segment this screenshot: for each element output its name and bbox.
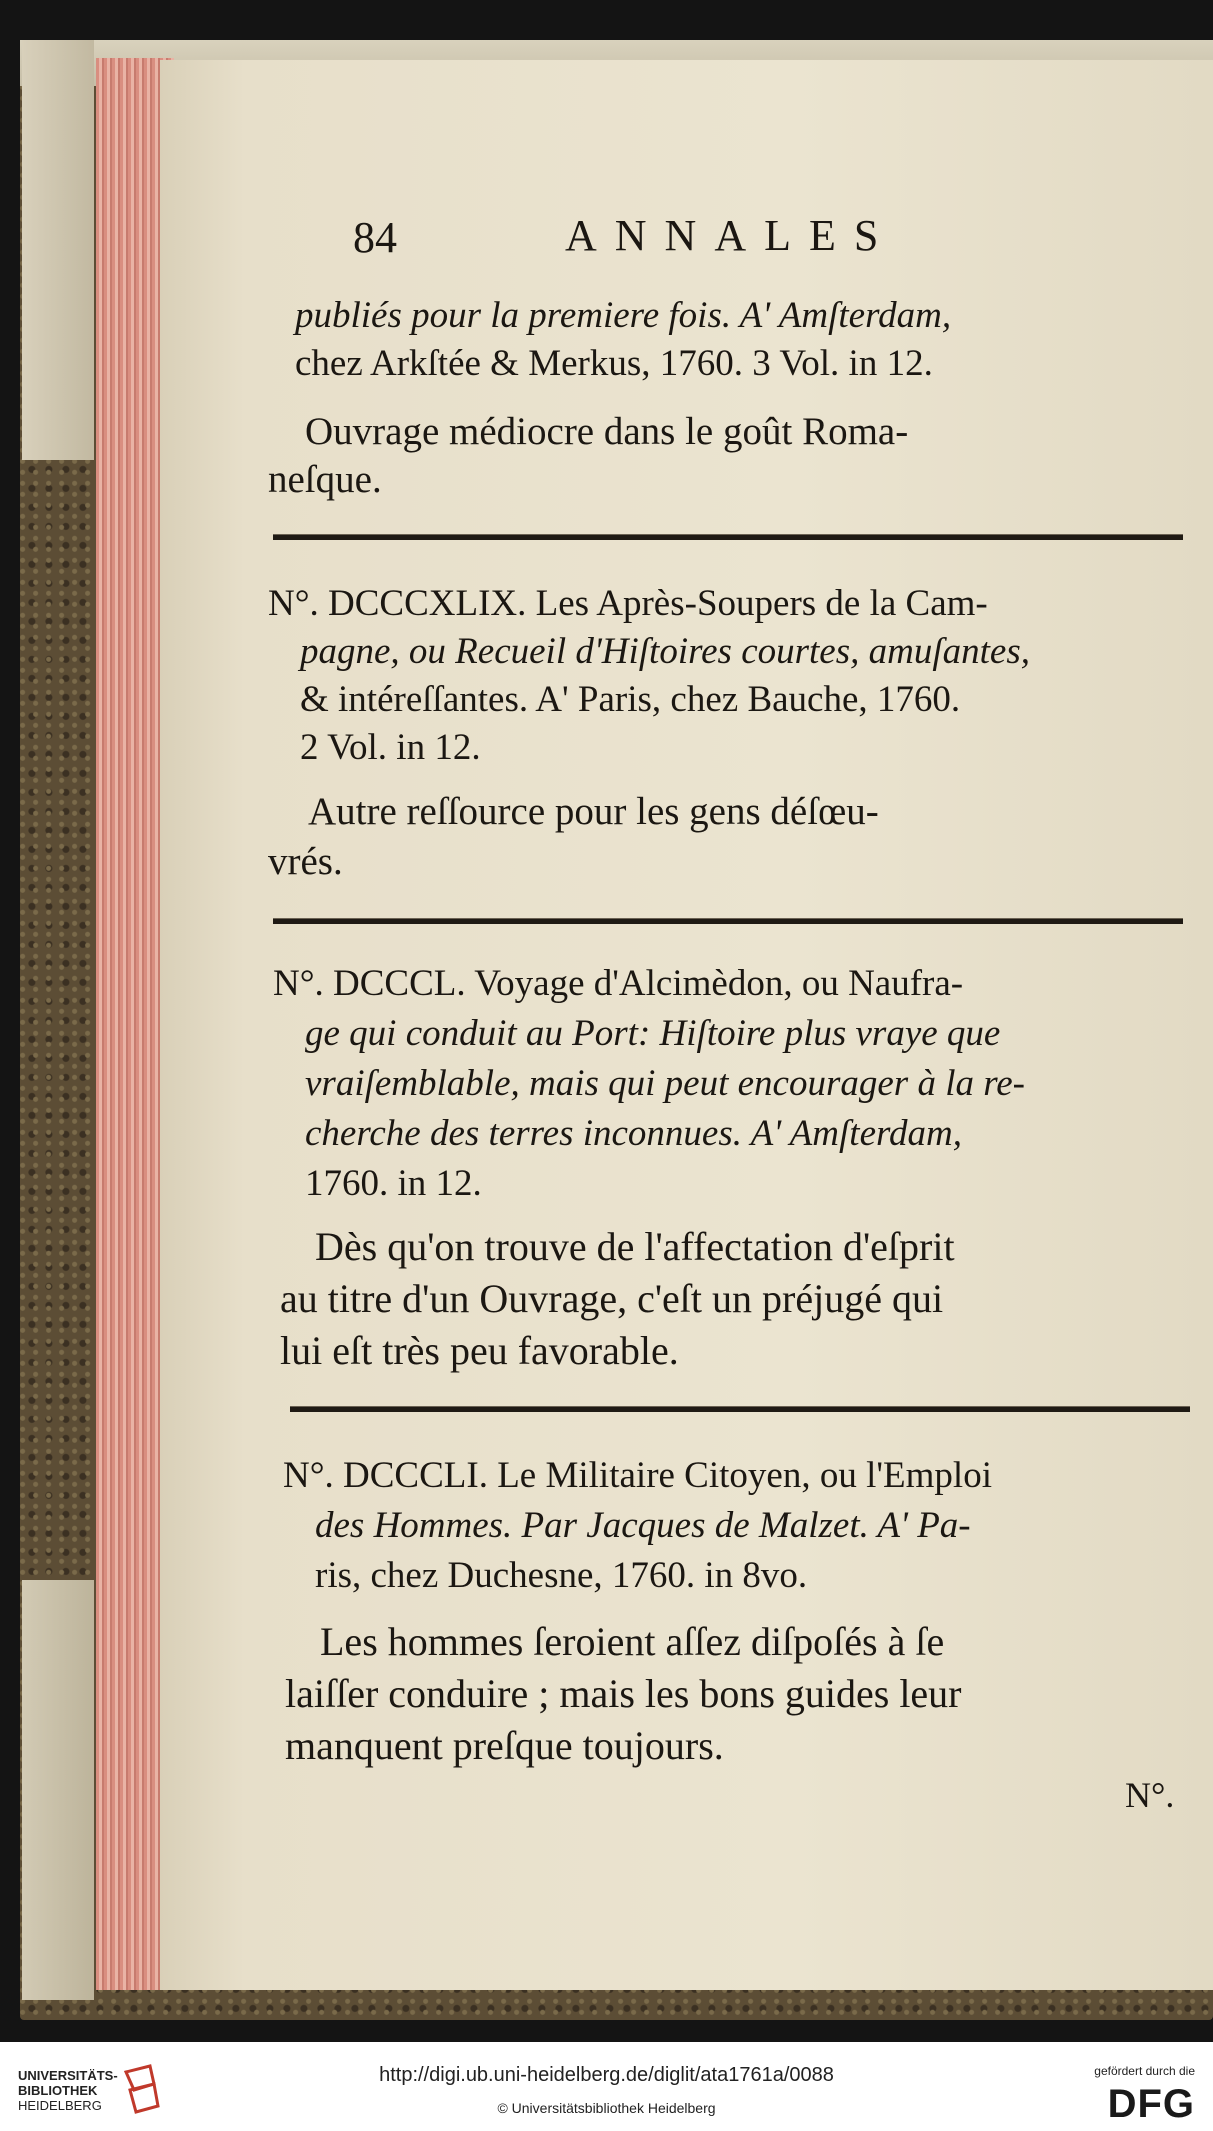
entry-line: N°. DCCCLI. Le Militaire Citoyen, ou l'Emploi [283, 1455, 992, 1496]
entry-line: 2 Vol. in 12. [300, 727, 481, 768]
section-rule [290, 1406, 1190, 1412]
section-rule [273, 534, 1183, 540]
running-title: ANNALES [565, 211, 897, 260]
funding-note: gefördert durch die [1094, 2064, 1195, 2078]
viewer-footer [0, 2042, 1213, 2131]
section-rule [273, 918, 1183, 924]
entry-comment: laiſſer conduire ; mais les bons guides leur [285, 1671, 962, 1716]
entry-line: cherche des terres inconnues. A' Amſterdam, [305, 1113, 962, 1154]
entry-comment: Les hommes ſeroient aſſez diſpoſés à ſe [320, 1619, 945, 1664]
entry-line: ris, chez Duchesne, 1760. in 8vo. [315, 1555, 808, 1596]
entry-comment: Dès qu'on trouve de l'affectation d'eſprit [315, 1224, 955, 1269]
entry-comment: manquent preſque toujours. [285, 1723, 724, 1768]
entry-comment: Autre reſſource pour les gens déſœu- [308, 790, 879, 833]
page-number: 84 [353, 213, 397, 262]
entry-line: N°. DCCCXLIX. Les Après-Soupers de la Cam- [268, 583, 988, 624]
entry-line: ge qui conduit au Port: Hiſtoire plus vraye que [305, 1013, 1001, 1054]
vellum-corner-top [22, 40, 94, 460]
entry-line: vraiſemblable, mais qui peut encourager à la re- [305, 1063, 1026, 1104]
copyright-text: © Universitätsbibliothek Heidelberg [497, 2100, 716, 2116]
page-url-link[interactable]: http://digi.ub.uni-heidelberg.de/diglit/ata1761a/0088 [379, 2064, 834, 2086]
entry-line: 1760. in 12. [305, 1163, 482, 1204]
entry-comment: neſque. [268, 458, 382, 501]
entry-comment: vrés. [268, 840, 343, 883]
dfg-logo: DFG [1107, 2082, 1195, 2126]
entry-comment: lui eſt très peu favorable. [280, 1328, 679, 1373]
book-page [160, 60, 1213, 1990]
library-logo-line: UNIVERSITÄTS- [18, 2068, 118, 2083]
entry-line: N°. DCCCL. Voyage d'Alcimèdon, ou Naufra- [273, 963, 964, 1004]
entry-line: & intéreſſantes. A' Paris, chez Bauche, 1760. [300, 679, 961, 720]
library-logo-line: HEIDELBERG [18, 2098, 102, 2113]
entry-comment: au titre d'un Ouvrage, c'eſt un préjugé qui [280, 1276, 944, 1321]
library-logo-line: BIBLIOTHEK [18, 2083, 98, 2098]
entry-line: des Hommes. Par Jacques de Malzet. A' Pa- [315, 1505, 971, 1546]
entry-line: pagne, ou Recueil d'Hiſtoires courtes, amuſantes, [300, 631, 1030, 672]
entry-line: chez Arkſtée & Merkus, 1760. 3 Vol. in 12. [295, 343, 933, 384]
entry-line: publiés pour la premiere fois. A' Amſterdam, [295, 295, 952, 336]
catchword: N°. [1125, 1775, 1175, 1815]
vellum-corner-bottom [22, 1580, 94, 2000]
entry-comment: Ouvrage médiocre dans le goût Roma- [305, 410, 909, 453]
